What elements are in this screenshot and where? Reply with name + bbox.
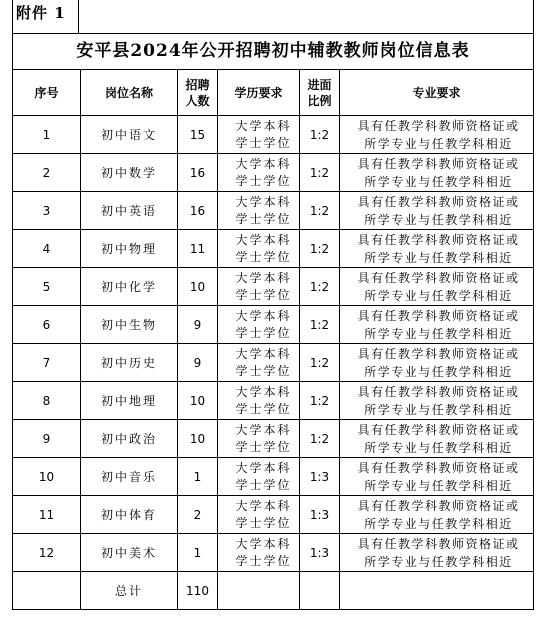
cell-position: 初中英语 (81, 192, 178, 230)
cell-total-blank (218, 572, 300, 610)
major-line2: 所学专业与任教学科相近 (364, 250, 513, 265)
major-line1: 具有任教学科教师资格证或 (357, 118, 520, 133)
major-line1: 具有任教学科教师资格证或 (357, 460, 520, 475)
cell-ratio: 1:2 (300, 306, 340, 344)
cell-ratio: 1:2 (300, 268, 340, 306)
cell-count: 10 (178, 268, 218, 306)
cell-education (218, 382, 300, 420)
cell-total-blank (340, 572, 534, 610)
major-line2: 所学专业与任教学科相近 (364, 364, 513, 379)
cell-no: 8 (13, 382, 81, 420)
page-title: 安平县2024年公开招聘初中辅教教师岗位信息表 (76, 41, 470, 61)
cell-major (340, 116, 534, 154)
table-row (13, 192, 534, 230)
cell-count: 11 (178, 230, 218, 268)
cell-no: 4 (13, 230, 81, 268)
cell-position: 初中美术 (81, 534, 178, 572)
attachment-label: 附件 1 (16, 4, 66, 22)
cell-position: 初中生物 (81, 306, 178, 344)
education-line1: 大学本科 (235, 460, 292, 475)
cell-ratio: 1:2 (300, 344, 340, 382)
major-line2: 所学专业与任教学科相近 (364, 212, 513, 227)
education-line1: 大学本科 (235, 118, 292, 133)
table-row (13, 230, 534, 268)
cell-ratio: 1:2 (300, 116, 340, 154)
total-label: 总计 (81, 572, 178, 610)
cell-count: 16 (178, 154, 218, 192)
education-line2: 学士学位 (235, 135, 292, 150)
education-line2: 学士学位 (235, 363, 292, 378)
major-line2: 所学专业与任教学科相近 (364, 478, 513, 493)
cell-count: 16 (178, 192, 218, 230)
cell-count: 9 (178, 344, 218, 382)
position-table (12, 69, 534, 610)
cell-major (340, 192, 534, 230)
cell-no: 6 (13, 306, 81, 344)
cell-no: 11 (13, 496, 81, 534)
attachment-cell-border (78, 0, 79, 33)
table-row (13, 420, 534, 458)
cell-ratio: 1:2 (300, 154, 340, 192)
education-line2: 学士学位 (235, 325, 292, 340)
cell-position: 初中语文 (81, 116, 178, 154)
header-count-line1: 招聘 (185, 77, 210, 92)
table-row (13, 534, 534, 572)
major-line2: 所学专业与任教学科相近 (364, 402, 513, 417)
cell-education (218, 496, 300, 534)
cell-major (340, 344, 534, 382)
cell-education (218, 268, 300, 306)
major-line1: 具有任教学科教师资格证或 (357, 536, 520, 551)
cell-major (340, 534, 534, 572)
cell-ratio: 1:2 (300, 192, 340, 230)
education-line2: 学士学位 (235, 515, 292, 530)
education-line2: 学士学位 (235, 211, 292, 226)
major-line2: 所学专业与任教学科相近 (364, 174, 513, 189)
major-line2: 所学专业与任教学科相近 (364, 136, 513, 151)
cell-ratio: 1:3 (300, 458, 340, 496)
cell-major (340, 496, 534, 534)
table-row (13, 382, 534, 420)
cell-ratio: 1:3 (300, 534, 340, 572)
cell-education (218, 534, 300, 572)
table-row (13, 344, 534, 382)
major-line1: 具有任教学科教师资格证或 (357, 232, 520, 247)
cell-education (218, 230, 300, 268)
header-education: 学历要求 (218, 70, 300, 116)
cell-major (340, 268, 534, 306)
cell-count: 1 (178, 458, 218, 496)
education-line1: 大学本科 (235, 384, 292, 399)
cell-total-blank (13, 572, 81, 610)
header-ratio-line1: 进面 (307, 77, 332, 92)
education-line2: 学士学位 (235, 439, 292, 454)
cell-major (340, 458, 534, 496)
cell-ratio: 1:2 (300, 230, 340, 268)
education-line1: 大学本科 (235, 194, 292, 209)
cell-position: 初中地理 (81, 382, 178, 420)
cell-major (340, 154, 534, 192)
major-line1: 具有任教学科教师资格证或 (357, 156, 520, 171)
table-row (13, 458, 534, 496)
cell-no: 2 (13, 154, 81, 192)
education-line1: 大学本科 (235, 422, 292, 437)
header-ratio (300, 70, 340, 116)
major-line2: 所学专业与任教学科相近 (364, 440, 513, 455)
table-row (13, 496, 534, 534)
cell-no: 3 (13, 192, 81, 230)
cell-education (218, 192, 300, 230)
cell-position: 初中政治 (81, 420, 178, 458)
education-line2: 学士学位 (235, 553, 292, 568)
cell-count: 15 (178, 116, 218, 154)
cell-position: 初中物理 (81, 230, 178, 268)
cell-position: 初中体育 (81, 496, 178, 534)
cell-ratio: 1:2 (300, 382, 340, 420)
cell-position: 初中数学 (81, 154, 178, 192)
cell-ratio: 1:2 (300, 420, 340, 458)
table-row (13, 306, 534, 344)
education-line1: 大学本科 (235, 270, 292, 285)
major-line1: 具有任教学科教师资格证或 (357, 346, 520, 361)
cell-count: 10 (178, 420, 218, 458)
total-count: 110 (178, 572, 218, 610)
header-major: 专业要求 (340, 70, 534, 116)
table-row (13, 154, 534, 192)
table-row (13, 268, 534, 306)
major-line2: 所学专业与任教学科相近 (364, 554, 513, 569)
title-top-border (12, 33, 534, 34)
education-line2: 学士学位 (235, 287, 292, 302)
major-line1: 具有任教学科教师资格证或 (357, 498, 520, 513)
education-line2: 学士学位 (235, 477, 292, 492)
cell-education (218, 116, 300, 154)
cell-major (340, 306, 534, 344)
major-line1: 具有任教学科教师资格证或 (357, 384, 520, 399)
education-line2: 学士学位 (235, 173, 292, 188)
cell-total-blank (300, 572, 340, 610)
header-no: 序号 (13, 70, 81, 116)
header-ratio-line2: 比例 (307, 93, 332, 108)
major-line1: 具有任教学科教师资格证或 (357, 308, 520, 323)
education-line1: 大学本科 (235, 308, 292, 323)
cell-education (218, 154, 300, 192)
cell-no: 10 (13, 458, 81, 496)
major-line2: 所学专业与任教学科相近 (364, 288, 513, 303)
education-line1: 大学本科 (235, 232, 292, 247)
cell-major (340, 382, 534, 420)
major-line2: 所学专业与任教学科相近 (364, 516, 513, 531)
cell-position: 初中化学 (81, 268, 178, 306)
header-count-line2: 人数 (185, 93, 210, 108)
cell-no: 7 (13, 344, 81, 382)
cell-no: 12 (13, 534, 81, 572)
table-header-row (13, 70, 534, 116)
cell-no: 9 (13, 420, 81, 458)
education-line1: 大学本科 (235, 156, 292, 171)
cell-position: 初中音乐 (81, 458, 178, 496)
cell-education (218, 458, 300, 496)
major-line2: 所学专业与任教学科相近 (364, 326, 513, 341)
cell-education (218, 306, 300, 344)
major-line1: 具有任教学科教师资格证或 (357, 270, 520, 285)
education-line1: 大学本科 (235, 536, 292, 551)
education-line2: 学士学位 (235, 249, 292, 264)
education-line1: 大学本科 (235, 346, 292, 361)
header-position: 岗位名称 (81, 70, 178, 116)
header-count (178, 70, 218, 116)
major-line1: 具有任教学科教师资格证或 (357, 422, 520, 437)
cell-major (340, 420, 534, 458)
total-row (13, 572, 534, 610)
cell-count: 2 (178, 496, 218, 534)
cell-count: 9 (178, 306, 218, 344)
cell-education (218, 344, 300, 382)
cell-count: 10 (178, 382, 218, 420)
table-body (13, 116, 534, 610)
cell-count: 1 (178, 534, 218, 572)
cell-no: 5 (13, 268, 81, 306)
education-line1: 大学本科 (235, 498, 292, 513)
cell-ratio: 1:3 (300, 496, 340, 534)
table-row (13, 116, 534, 154)
major-line1: 具有任教学科教师资格证或 (357, 194, 520, 209)
cell-major (340, 230, 534, 268)
cell-education (218, 420, 300, 458)
cell-no: 1 (13, 116, 81, 154)
education-line2: 学士学位 (235, 401, 292, 416)
cell-position: 初中历史 (81, 344, 178, 382)
